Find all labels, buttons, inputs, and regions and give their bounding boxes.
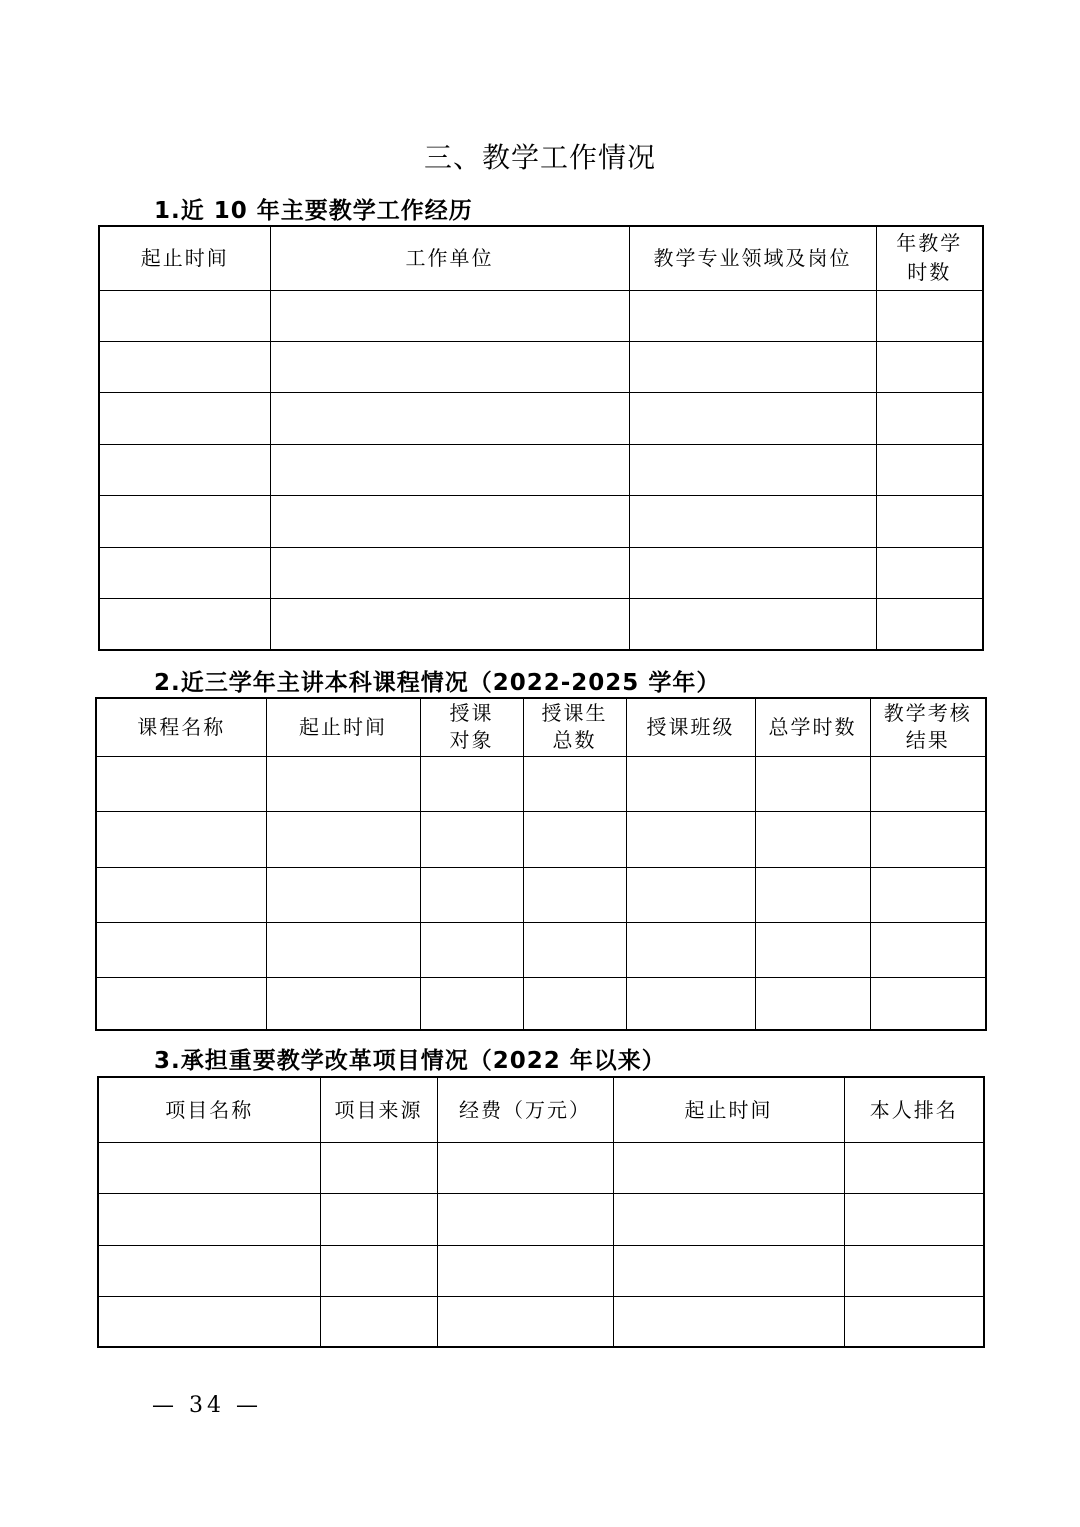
cell[interactable] — [755, 811, 870, 867]
cell[interactable] — [437, 1142, 613, 1193]
cell[interactable] — [626, 922, 755, 977]
header-cell: 授课班级 — [626, 698, 755, 756]
cell[interactable] — [876, 290, 983, 341]
cell[interactable] — [629, 547, 876, 598]
cell[interactable] — [420, 811, 523, 867]
cell[interactable] — [613, 1296, 844, 1347]
cell[interactable] — [270, 598, 629, 650]
table-row — [99, 547, 983, 598]
cell[interactable] — [266, 922, 420, 977]
header-cell: 授课生 总数 — [523, 698, 626, 756]
header-cell: 教学考核 结果 — [870, 698, 986, 756]
cell[interactable] — [320, 1142, 437, 1193]
header-cell: 工作单位 — [270, 226, 629, 290]
cell[interactable] — [629, 392, 876, 444]
cell[interactable] — [523, 922, 626, 977]
table-row — [99, 341, 983, 392]
cell[interactable] — [270, 290, 629, 341]
cell[interactable] — [266, 977, 420, 1030]
cell[interactable] — [96, 867, 266, 922]
table-row — [99, 495, 983, 547]
table-row — [96, 867, 986, 922]
cell[interactable] — [876, 598, 983, 650]
header-cell: 课程名称 — [96, 698, 266, 756]
header-cell: 起止时间 — [613, 1077, 844, 1142]
cell[interactable] — [755, 922, 870, 977]
cell[interactable] — [876, 547, 983, 598]
cell[interactable] — [523, 811, 626, 867]
cell[interactable] — [270, 495, 629, 547]
cell[interactable] — [420, 922, 523, 977]
cell[interactable] — [266, 756, 420, 811]
cell[interactable] — [99, 290, 270, 341]
cell[interactable] — [876, 495, 983, 547]
header-cell: 总学时数 — [755, 698, 870, 756]
cell[interactable] — [99, 547, 270, 598]
cell[interactable] — [629, 444, 876, 495]
table-row — [96, 922, 986, 977]
table-row — [99, 290, 983, 341]
cell[interactable] — [755, 867, 870, 922]
table-row — [99, 392, 983, 444]
cell[interactable] — [270, 341, 629, 392]
cell[interactable] — [755, 977, 870, 1030]
cell[interactable] — [320, 1193, 437, 1245]
cell[interactable] — [870, 811, 986, 867]
cell[interactable] — [437, 1245, 613, 1296]
cell[interactable] — [98, 1296, 320, 1347]
header-cell: 项目来源 — [320, 1077, 437, 1142]
cell[interactable] — [613, 1245, 844, 1296]
cell[interactable] — [876, 392, 983, 444]
cell[interactable] — [629, 290, 876, 341]
cell[interactable] — [99, 495, 270, 547]
table-row — [98, 1245, 984, 1296]
cell[interactable] — [320, 1245, 437, 1296]
cell[interactable] — [523, 756, 626, 811]
cell[interactable] — [626, 867, 755, 922]
cell[interactable] — [420, 867, 523, 922]
cell[interactable] — [626, 756, 755, 811]
cell[interactable] — [270, 392, 629, 444]
table-header-row — [98, 1077, 984, 1142]
cell[interactable] — [99, 444, 270, 495]
table-row — [98, 1142, 984, 1193]
cell[interactable] — [876, 341, 983, 392]
cell[interactable] — [96, 977, 266, 1030]
header-cell: 本人排名 — [844, 1077, 984, 1142]
cell[interactable] — [629, 598, 876, 650]
cell[interactable] — [99, 392, 270, 444]
header-cell: 项目名称 — [98, 1077, 320, 1142]
table-row — [96, 811, 986, 867]
header-cell: 教学专业领域及岗位 — [629, 226, 876, 290]
table-row — [98, 1296, 984, 1347]
cell[interactable] — [99, 598, 270, 650]
cell[interactable] — [629, 495, 876, 547]
table-row — [96, 977, 986, 1030]
cell[interactable] — [755, 756, 870, 811]
cell[interactable] — [523, 867, 626, 922]
cell[interactable] — [626, 811, 755, 867]
table-row — [96, 756, 986, 811]
cell[interactable] — [523, 977, 626, 1030]
cell[interactable] — [96, 756, 266, 811]
page-number: — 34 — — [152, 1393, 262, 1418]
header-cell: 起止时间 — [99, 226, 270, 290]
cell[interactable] — [96, 811, 266, 867]
cell[interactable] — [613, 1193, 844, 1245]
cell[interactable] — [266, 811, 420, 867]
cell[interactable] — [844, 1193, 984, 1245]
cell[interactable] — [98, 1193, 320, 1245]
cell[interactable] — [99, 341, 270, 392]
header-cell: 授课 对象 — [420, 698, 523, 756]
section3-title: 3.承担重要教学改革项目情况（2022 年以来） — [154, 1048, 666, 1074]
cell[interactable] — [870, 977, 986, 1030]
courses-table — [95, 697, 987, 1031]
work-experience-table — [98, 225, 984, 651]
cell[interactable] — [270, 444, 629, 495]
cell[interactable] — [629, 341, 876, 392]
table-row — [99, 598, 983, 650]
header-cell: 年教学 时数 — [876, 226, 983, 290]
reform-projects-table — [97, 1076, 985, 1348]
cell[interactable] — [844, 1142, 984, 1193]
cell[interactable] — [870, 867, 986, 922]
cell[interactable] — [613, 1142, 844, 1193]
cell[interactable] — [844, 1296, 984, 1347]
cell[interactable] — [870, 756, 986, 811]
cell[interactable] — [420, 756, 523, 811]
cell[interactable] — [844, 1245, 984, 1296]
header-cell: 起止时间 — [266, 698, 420, 756]
cell[interactable] — [98, 1245, 320, 1296]
cell[interactable] — [437, 1193, 613, 1245]
cell[interactable] — [870, 922, 986, 977]
table-header-row — [96, 698, 986, 756]
cell[interactable] — [437, 1296, 613, 1347]
cell[interactable] — [98, 1142, 320, 1193]
cell[interactable] — [266, 867, 420, 922]
cell[interactable] — [320, 1296, 437, 1347]
cell[interactable] — [270, 547, 629, 598]
cell[interactable] — [420, 977, 523, 1030]
table-row — [98, 1193, 984, 1245]
table-row — [99, 444, 983, 495]
table-header-row — [99, 226, 983, 290]
cell[interactable] — [876, 444, 983, 495]
section1-title: 1.近 10 年主要教学工作经历 — [154, 198, 473, 224]
cell[interactable] — [96, 922, 266, 977]
page-heading: 三、教学工作情况 — [423, 141, 656, 174]
section2-title: 2.近三学年主讲本科课程情况（2022-2025 学年） — [154, 670, 721, 696]
cell[interactable] — [626, 977, 755, 1030]
header-cell: 经费（万元） — [437, 1077, 613, 1142]
